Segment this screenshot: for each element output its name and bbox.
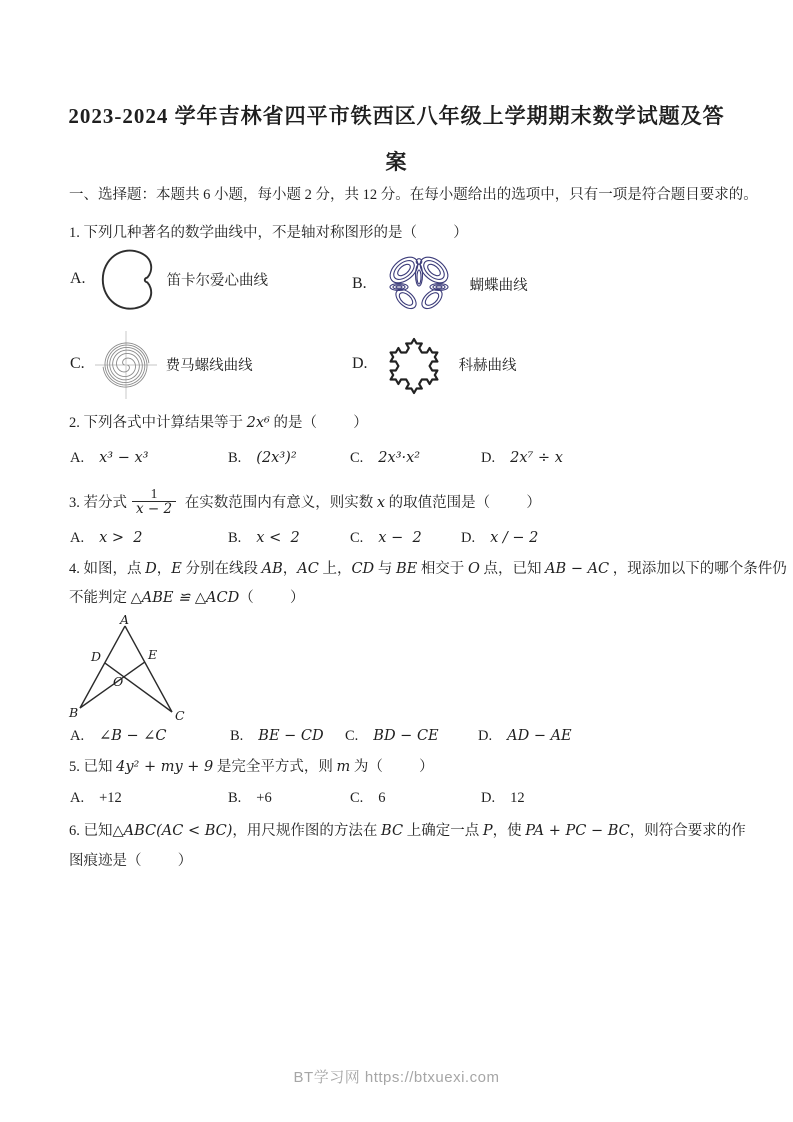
q4-option-c [345,728,439,745]
fermat-spiral-curve-figure [95,327,157,401]
option-label: A. [70,450,85,466]
q1-option-d [352,328,517,400]
question-6-stem-line1: 6. 已知△ABC(AC < BC)，用尺规作图的方法在 BC 上确定一点 P，使 PA + PC − BC，则符合要求的作 [69,823,746,839]
vertex-label-c: C [175,708,185,722]
question-4-stem-line1: 4. 如图，点 D，E 分别在线段 AB，AC 上，CD 与 BE 相交于 O 点，已知 AB − AC ，现添加以下的哪个条件仍 [69,561,787,577]
option-label: A. [70,790,85,806]
q5-option-c [350,790,386,807]
option-formula: (2x³)² [256,450,297,466]
vertex-label-d: D [91,649,102,664]
option-label: A. [70,530,85,546]
butterfly-curve-figure [377,250,461,318]
q3-option-a [70,530,143,547]
q3-option-c [350,530,422,547]
q1-option-c [70,327,253,401]
triangle-figure [68,614,188,722]
option-label: D. [352,355,368,372]
option-formula: x³ − x³ [99,450,149,466]
option-label: B. [228,450,242,466]
option-formula: BE − CD [258,728,324,744]
option-formula: x − 2 [378,530,422,546]
question-4-stem-line2: 不能判定 △ABE ≌ △ACD（ ） [69,590,305,606]
q4-option-d [478,728,572,745]
q2-option-a [70,450,148,467]
vertex-label-a: A [120,614,130,627]
option-label: C. [345,728,359,744]
option-label: D. [481,790,496,806]
option-value: 6 [378,790,386,806]
q2-option-c [350,450,420,467]
q1-option-c-text: 费马螺线曲线 [165,357,253,374]
option-label: A. [70,270,86,287]
q3-option-b [228,530,300,547]
section-intro: 一、选择题：本题共 6 小题，每小题 2 分，共 12 分。在每小题给出的选项中，只有一项是符合题目要求的。 [69,187,758,203]
vertex-label-e: E [148,647,158,662]
q5-option-d [481,790,525,807]
option-label: A. [70,728,85,744]
option-label: C. [350,450,364,466]
option-label: B. [352,275,367,292]
fraction [132,486,176,517]
option-label: C. [350,530,364,546]
option-label: B. [230,728,244,744]
q1-option-a-text: 笛卡尔爱心曲线 [166,272,269,289]
q1-option-d-text: 科赫曲线 [458,357,517,374]
q5-option-b [228,790,272,807]
q5-option-a [70,790,122,807]
koch-curve-figure [378,328,450,400]
page-title-line2: 案 [385,150,408,174]
descartes-heart-curve-figure [96,246,158,312]
q1-option-a [70,246,268,312]
option-formula: x < 2 [256,530,300,546]
footer-watermark: BT学习网 https://btxuexi.com [293,1069,500,1086]
option-label: C. [350,790,364,806]
option-formula: x / − 2 [490,530,539,546]
q4-option-b [230,728,324,745]
option-formula: 2x⁷ ÷ x [510,450,563,466]
fraction-denominator: x − 2 [132,501,176,517]
q3-stem-prefix: 3. 若分式 [69,494,127,511]
option-formula: 2x³·x² [378,450,421,466]
question-6-stem-line2: 图痕迹是（ ） [69,853,193,869]
option-formula: AD − AE [507,728,572,744]
q2-option-b [228,450,297,467]
koch-curve-path [390,339,437,393]
option-value: +12 [99,790,122,806]
q3-stem-suffix: 在实数范围内有意义，则实数 x 的取值范围是（ ） [181,494,541,511]
vertex-label-o: O [113,674,124,689]
option-label: B. [228,790,242,806]
q1-option-b [352,250,528,318]
q1-option-b-text: 蝴蝶曲线 [469,277,528,294]
option-label: D. [461,530,476,546]
vertex-label-b: B [69,705,79,720]
option-label: D. [481,450,496,466]
option-value: 12 [510,790,525,806]
option-formula: x > 2 [99,530,143,546]
q4-option-a [70,728,167,745]
option-label: D. [478,728,493,744]
fraction-numerator: 1 [150,485,158,501]
question-1-stem: 1. 下列几种著名的数学曲线中，不是轴对称图形的是（ ） [69,225,468,241]
q3-option-d [461,530,538,547]
option-label: B. [228,530,242,546]
question-5-stem: 5. 已知 4y² + my + 9 是完全平方式，则 m 为（ ） [69,759,434,775]
question-3-stem [69,480,541,522]
option-formula: BD − CE [373,728,439,744]
option-label: C. [70,355,85,372]
page-title-line1: 2023-2024 学年吉林省四平市铁西区八年级上学期期末数学试题及答 [68,104,725,128]
option-formula: ∠B − ∠C [99,728,167,744]
option-value: +6 [256,790,272,806]
question-2-stem: 2. 下列各式中计算结果等于 2x⁶ 的是（ ） [69,415,368,431]
q2-option-d [481,450,563,467]
